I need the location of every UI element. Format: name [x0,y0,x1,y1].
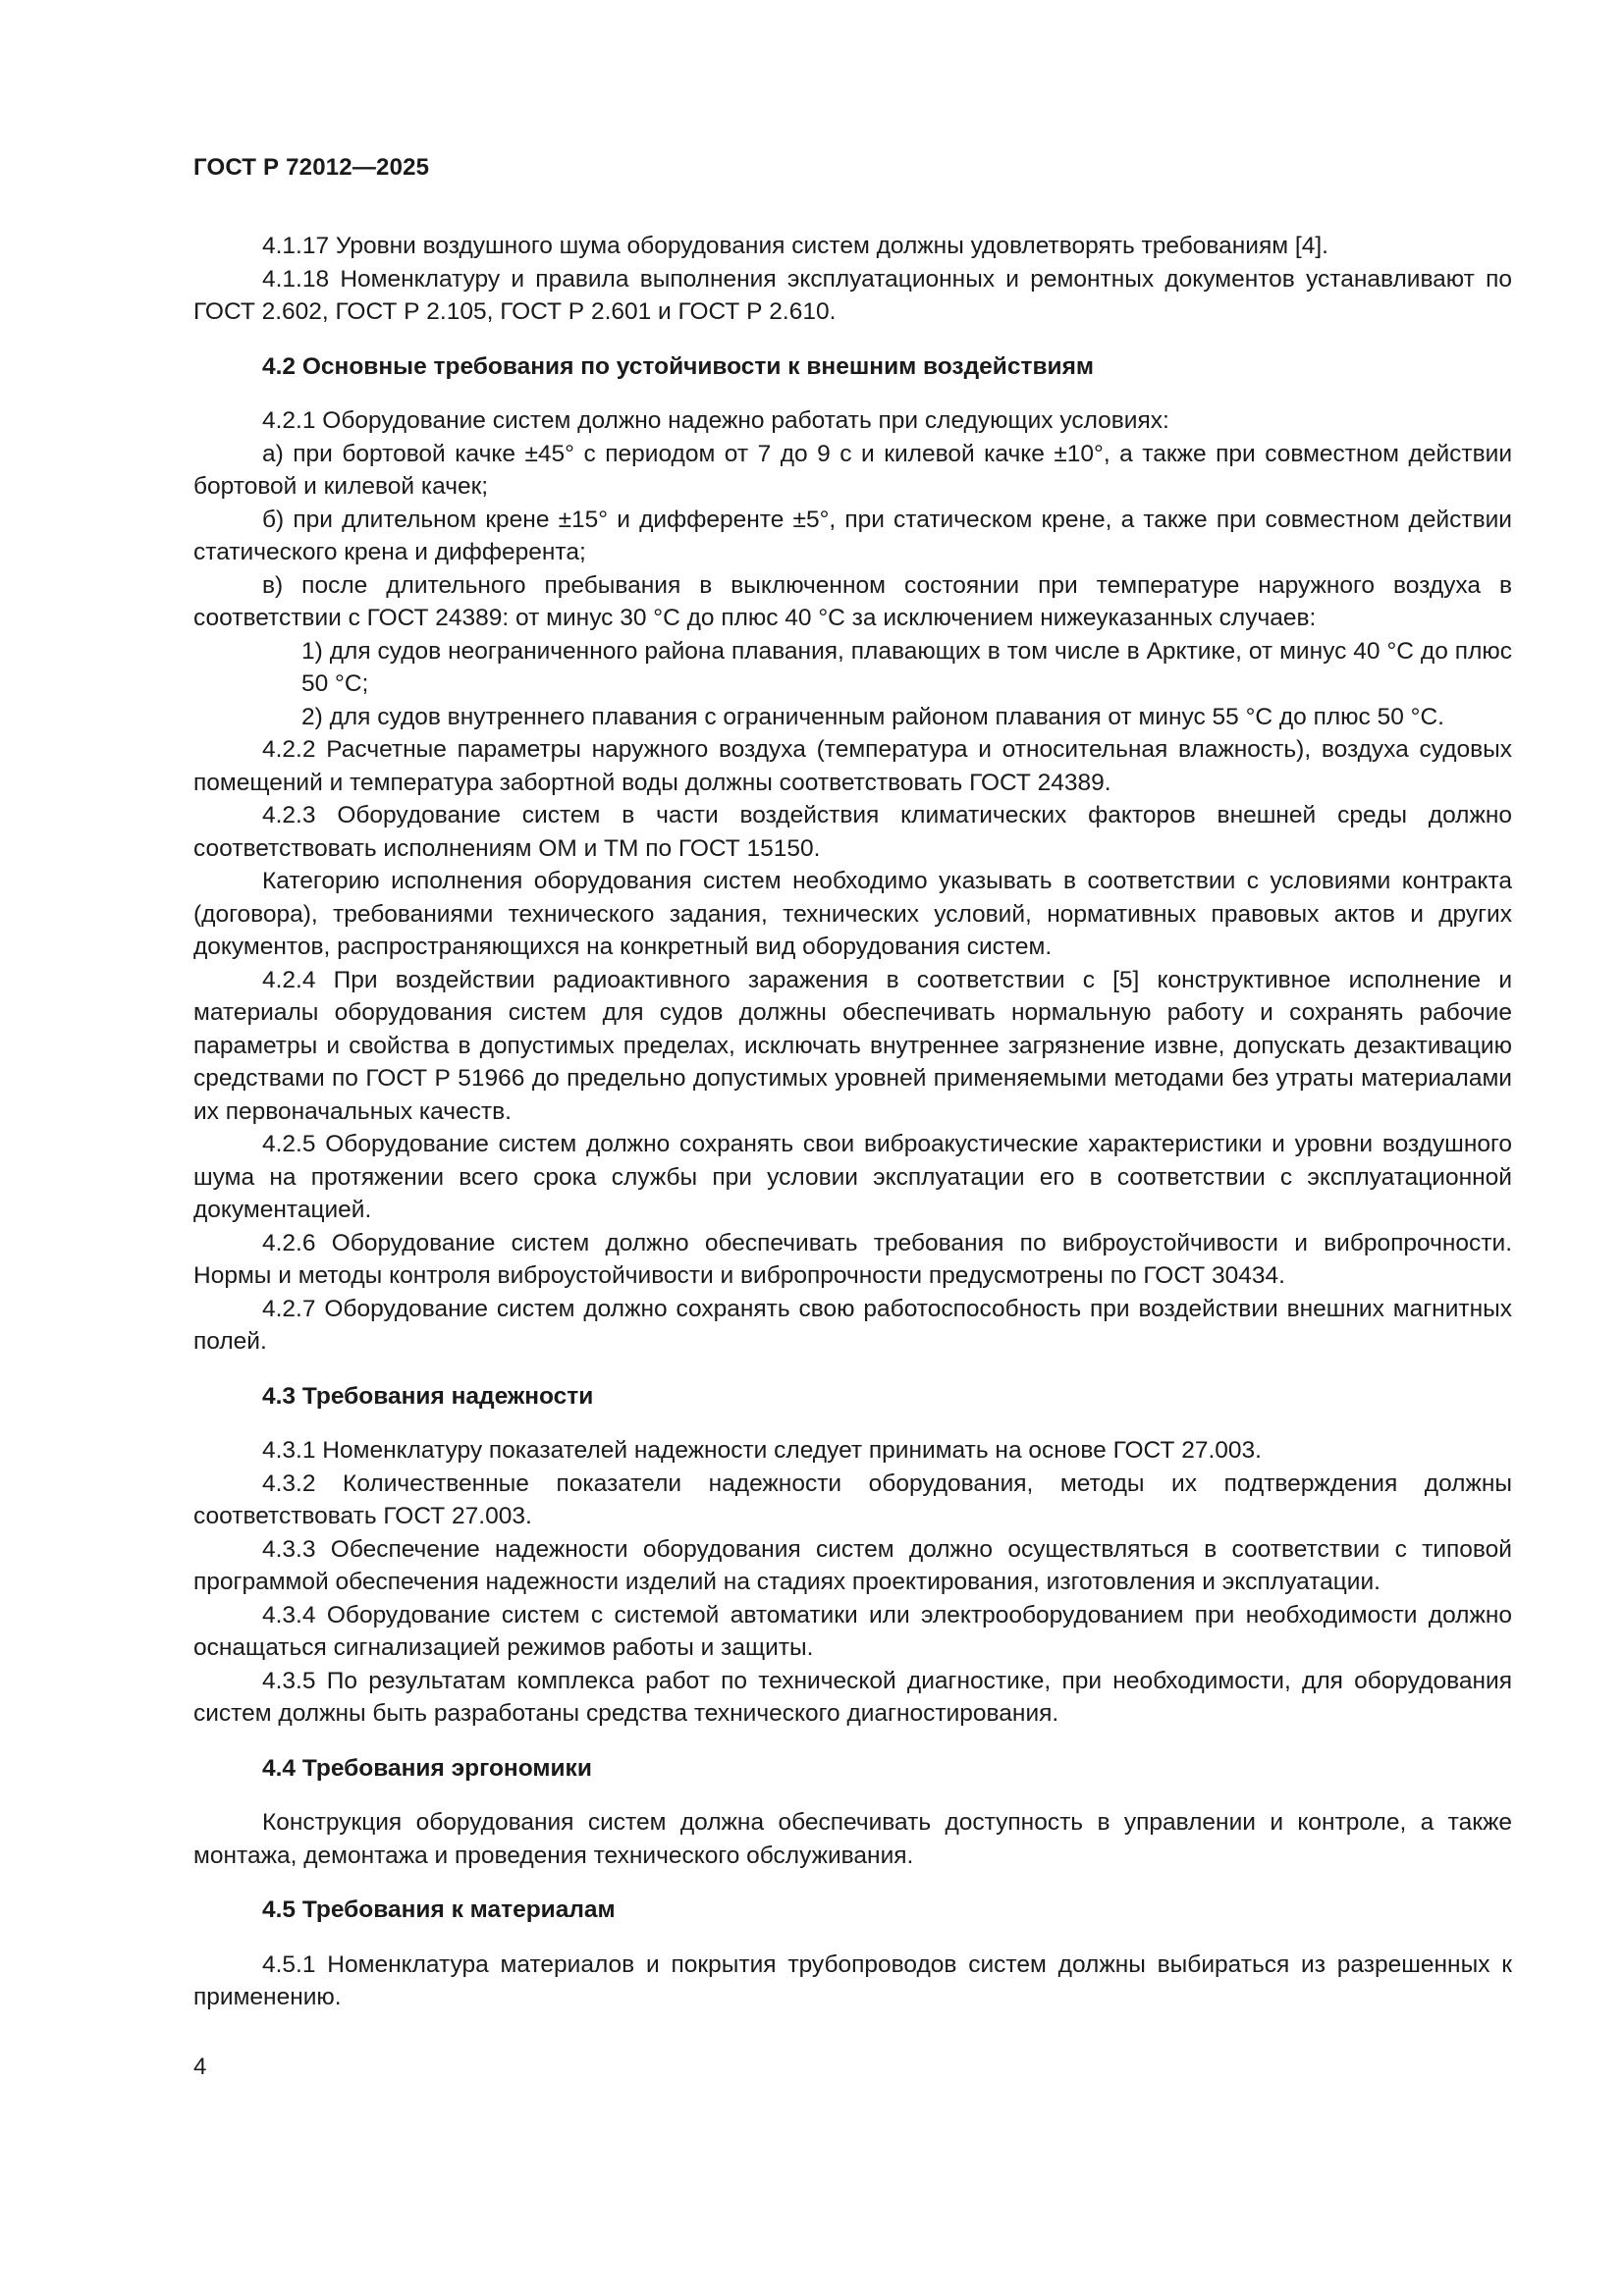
paragraph-4-3-1: 4.3.1 Номенклатуру показателей надежности следует принимать на основе ГОСТ 27.003. [262,1437,1262,1464]
paragraph-4-1-18: 4.1.18 Номенклатуру и правила выполнения эксплуатационных и ремонтных документов устанавливают по ГОСТ 2.602, ГОСТ Р 2.105, ГОСТ Р 2.601 и ГОСТ Р 2.610. [193,265,1512,325]
page-number: 4 [193,2054,207,2080]
paragraph-4-2-3-category: Категорию исполнения оборудования систем необходимо указывать в соответствии с условиями контракта (договора), требованиями технического задания, технических условий, нормативных правовых актов и других документов, распространяющихся на конкретный вид оборудования систем. [193,868,1512,960]
sub-list-item-1: 1) для судов неограниченного района плавания, плавающих в том числе в Арктике, от минус 40 °С до плюс 50 °С; [301,637,1512,697]
document-body [193,230,1512,2014]
paragraph-4-3-3: 4.3.3 Обеспечение надежности оборудования систем должно осуществляться в соответствии с типовой программой обеспечения надежности изделий на стадиях проектирования, изготовления и эксплуатации. [193,1535,1512,1595]
paragraph-4-2-1: 4.2.1 Оборудование систем должно надежно работать при следующих условиях: [262,407,1169,434]
paragraph-4-1-17: 4.1.17 Уровни воздушного шума оборудования систем должны удовлетворять требованиям [4]. [262,233,1328,259]
paragraph-4-2-7: 4.2.7 Оборудование систем должно сохранять свою работоспособность при воздействии внешних магнитных полей. [193,1295,1512,1355]
paragraph-4-2-2: 4.2.2 Расчетные параметры наружного воздуха (температура и относительная влажность), воздуха судовых помещений и температура забортной воды должны соответствовать ГОСТ 24389. [193,736,1512,796]
sub-list-item-2: 2) для судов внутреннего плавания с ограниченным районом плавания от минус 55 °С до плюс 50 °С. [301,703,1444,730]
list-item-b: б) при длительном крене ±15° и дифференте ±5°, при статическом крене, а также при совместном действии статического крена и дифферента; [193,506,1512,565]
paragraph-4-3-4: 4.3.4 Оборудование систем с системой автоматики или электрооборудованием при необходимости должно оснащаться сигнализацией режимов работы и защиты. [193,1601,1512,1661]
paragraph-4-3-5: 4.3.5 По результатам комплекса работ по технической диагностике, при необходимости, для оборудования систем должны быть разработаны средства технического диагностирования. [193,1667,1512,1727]
paragraph-4-2-3: 4.2.3 Оборудование систем в части воздействия климатических факторов внешней среды должно соответствовать исполнениям ОМ и ТМ по ГОСТ 15150. [193,802,1512,862]
paragraph-4-4: Конструкция оборудования систем должна обеспечивать доступность в управлении и контроле, а также монтажа, демонтажа и проведения технического обслуживания. [193,1809,1512,1869]
document-header: ГОСТ Р 72012—2025 [193,154,430,181]
section-heading-4-3: 4.3 Требования надежности [262,1382,594,1410]
section-heading-4-2: 4.2 Основные требования по устойчивости к внешним воздействиям [262,352,1095,380]
paragraph-4-2-4: 4.2.4 При воздействии радиоактивного заражения в соответствии с [5] конструктивное исполнение и материалы оборудования систем для судов должны обеспечивать нормальную работу и сохранять рабочие параметры и свойства в допустимых пределах, исключать внутреннее загрязнение извне, допускать дезактивацию средствами по ГОСТ Р 51966 до предельно допустимых уровней применяемыми методами без утраты материалами их первоначальных качеств. [193,966,1512,1125]
paragraph-4-2-6: 4.2.6 Оборудование систем должно обеспечивать требования по виброустойчивости и вибропрочности. Нормы и методы контроля виброустойчивости и вибропрочности предусмотрены по ГОСТ 30434. [193,1229,1512,1289]
section-heading-4-4: 4.4 Требования эргономики [262,1754,592,1782]
paragraph-4-5-1: 4.5.1 Номенклатура материалов и покрытия трубопроводов систем должны выбираться из разрешенных к применению. [193,1950,1512,2010]
section-heading-4-5: 4.5 Требования к материалам [262,1896,616,1923]
list-item-v: в) после длительного пребывания в выключенном состоянии при температуре наружного воздуха в соответствии с ГОСТ 24389: от минус 30 °С до плюс 40 °С за исключением нижеуказанных случаев: [193,571,1512,631]
list-item-a: а) при бортовой качке ±45° с периодом от 7 до 9 с и килевой качке ±10°, а также при совместном действии бортовой и килевой качек; [193,440,1512,500]
paragraph-4-2-5: 4.2.5 Оборудование систем должно сохранять свои виброакустические характеристики и уровни воздушного шума на протяжении всего срока службы при условии эксплуатации его в соответствии с эксплуатационной документацией. [193,1131,1512,1223]
paragraph-4-3-2: 4.3.2 Количественные показатели надежности оборудования, методы их подтверждения должны соответствовать ГОСТ 27.003. [193,1469,1512,1529]
